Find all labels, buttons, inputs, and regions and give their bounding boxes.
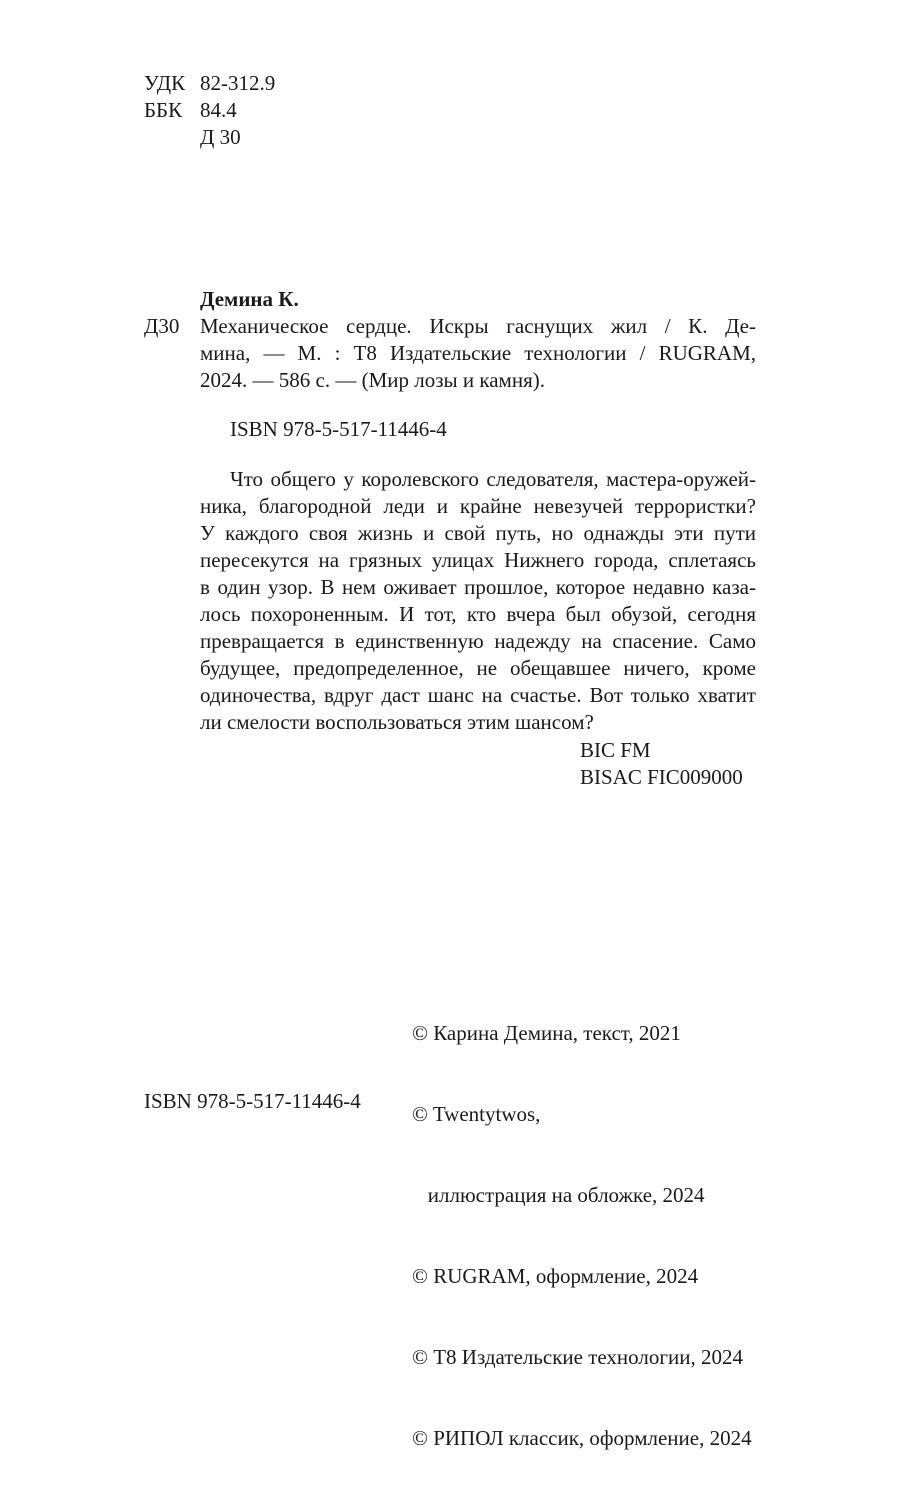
copyright-line-1: © Карина Демина, текст, 2021 — [412, 1021, 681, 1045]
catalog-description — [200, 313, 756, 394]
annotation-line-3: У каждого своя жизнь и свой путь, но однажды эти пути — [200, 521, 756, 545]
annotation — [200, 466, 756, 736]
catalog-isbn: ISBN 978-5-517-11446-4 — [230, 417, 447, 441]
copyright-line-2: © Twentytwos, — [412, 1102, 541, 1126]
author-mark-line — [144, 124, 275, 151]
bbk-label: ББК — [144, 98, 183, 122]
udk-value: 82-312.9 — [200, 71, 276, 95]
description-line-3: 2024. — 586 с. — (Мир лозы и камня). — [200, 368, 545, 392]
copyright-line-5: © Т8 Издательские технологии, 2024 — [412, 1345, 743, 1369]
copyright-line-4: © RUGRAM, оформление, 2024 — [412, 1264, 699, 1288]
annotation-line-2: ника, благородной леди и крайне невезучей террористки? — [200, 494, 756, 518]
catalog-author: Демина К. — [200, 287, 299, 311]
bic-code: BIC FM — [580, 738, 651, 762]
copyright-line-6: © РИПОЛ классик, оформление, 2024 — [412, 1426, 752, 1450]
footer-isbn: ISBN 978-5-517-11446-4 — [144, 1089, 361, 1113]
subject-codes — [580, 737, 743, 791]
annotation-line-8: будущее, предопределенное, не обещавшее ничего, кроме — [200, 656, 756, 680]
copyright-line-3: иллюстрация на обложке, 2024 — [412, 1183, 705, 1207]
annotation-line-10: ли смелости воспользоваться этим шансом? — [200, 710, 594, 734]
description-line-2: мина, — М. : Т8 Издательские технологии / RUGRAM, — [200, 341, 756, 365]
copyright-block — [412, 966, 752, 1506]
annotation-line-5: в один узор. В нем оживает прошлое, которое недавно каза- — [200, 575, 756, 599]
udk-label: УДК — [144, 71, 186, 95]
bisac-code: BISAC FIC009000 — [580, 765, 743, 789]
udk-line — [144, 70, 275, 97]
annotation-line-1: Что общего у королевского следователя, мастера-оружей- — [230, 467, 756, 491]
bbk-line — [144, 97, 275, 124]
annotation-line-6: лось похороненным. И тот, кто вчера был обузой, сегодня — [200, 602, 756, 626]
annotation-line-4: пересекутся на грязных улицах Нижнего города, сплетаясь — [200, 548, 756, 572]
annotation-line-9: одиночества, вдруг даст шанс на счастье. Вот только хватит — [200, 683, 756, 707]
bbk-value: 84.4 — [200, 98, 237, 122]
annotation-line-7: превращается в единственную надежду на спасение. Само — [200, 629, 756, 653]
author-mark: Д 30 — [200, 125, 241, 149]
catalog-index: Д30 — [144, 314, 180, 338]
description-line-1: Механическое сердце. Искры гаснущих жил / К. Де- — [200, 314, 756, 338]
classification-block — [144, 70, 275, 151]
